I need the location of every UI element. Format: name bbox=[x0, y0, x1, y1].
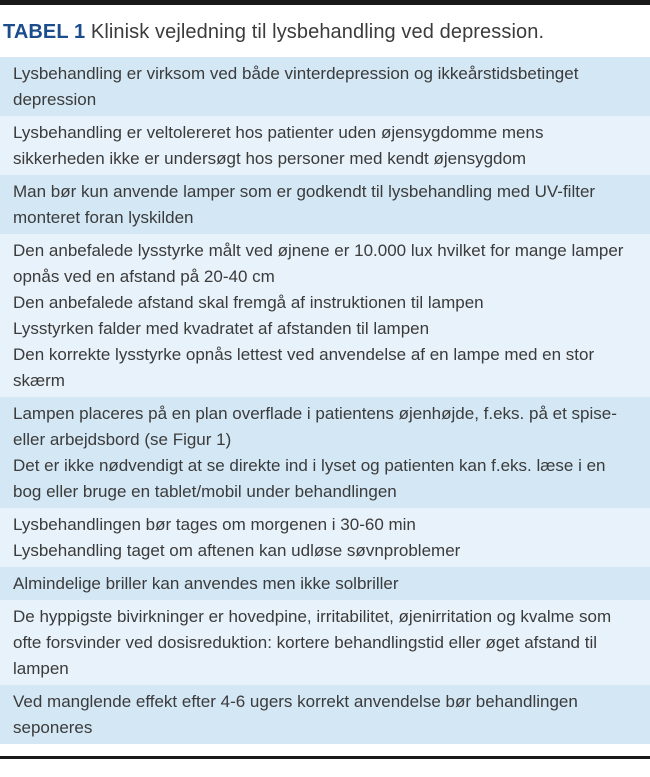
table-row bbox=[0, 508, 650, 567]
row-text: Det er ikke nødvendigt at se direkte ind i lyset og patienten kan f.eks. læse i en bog eller bruge en tablet/mobil under behandlingen bbox=[13, 456, 606, 501]
row-text: Lysbehandling er veltolereret hos patienter uden øjensygdomme mens sikkerheden ikke er undersøgt hos personer med kendt øjensygdom bbox=[13, 123, 544, 168]
row-text: De hyppigste bivirkninger er hovedpine, irritabilitet, øjenirritation og kvalme som ofte forsvinder ved dosisreduktion: kortere behandlingstid eller øget afstand til lampen bbox=[13, 607, 612, 678]
row-text: Lysbehandling er virksom ved både vinterdepression og ikkeårstidsbetinget depression bbox=[13, 64, 579, 109]
row-text: Lysbehandlingen bør tages om morgenen i 30-60 min bbox=[13, 515, 416, 534]
top-rule bbox=[0, 0, 650, 5]
table-title bbox=[3, 20, 636, 45]
table-row bbox=[0, 397, 650, 508]
table-row bbox=[0, 175, 650, 234]
table-row bbox=[0, 116, 650, 175]
row-text: Almindelige briller kan anvendes men ikke solbriller bbox=[13, 574, 399, 593]
row-text: Lysstyrken falder med kvadratet af afstanden til lampen bbox=[13, 319, 430, 338]
table-row bbox=[0, 234, 650, 397]
row-text: Lampen placeres på en plan overflade i patientens øjenhøjde, f.eks. på et spise- eller arbejdsbord (se Figur 1) bbox=[13, 404, 617, 449]
row-text: Den korrekte lysstyrke opnås lettest ved anvendelse af en lampe med en stor skærm bbox=[13, 345, 595, 390]
row-text: Ved manglende effekt efter 4-6 ugers korrekt anvendelse bør behandlingen seponeres bbox=[13, 692, 578, 737]
table-caption: Klinisk vejledning til lysbehandling ved depression. bbox=[90, 21, 545, 43]
guidelines-table bbox=[0, 57, 650, 744]
bottom-rule bbox=[0, 756, 650, 759]
row-text: Den anbefalede lysstyrke målt ved øjnene er 10.000 lux hvilket for mange lamper opnås ved en afstand på 20-40 cm bbox=[13, 241, 624, 286]
row-text: Lysbehandling taget om aftenen kan udløse søvnproblemer bbox=[13, 541, 461, 560]
table-row bbox=[0, 57, 650, 116]
table-number: TABEL 1 bbox=[3, 21, 86, 43]
table-row bbox=[0, 600, 650, 685]
row-text: Den anbefalede afstand skal fremgå af instruktionen til lampen bbox=[13, 293, 484, 312]
table-row bbox=[0, 567, 650, 600]
table-row bbox=[0, 685, 650, 744]
row-text: Man bør kun anvende lamper som er godkendt til lysbehandling med UV-filter monteret foran lyskilden bbox=[13, 182, 596, 227]
